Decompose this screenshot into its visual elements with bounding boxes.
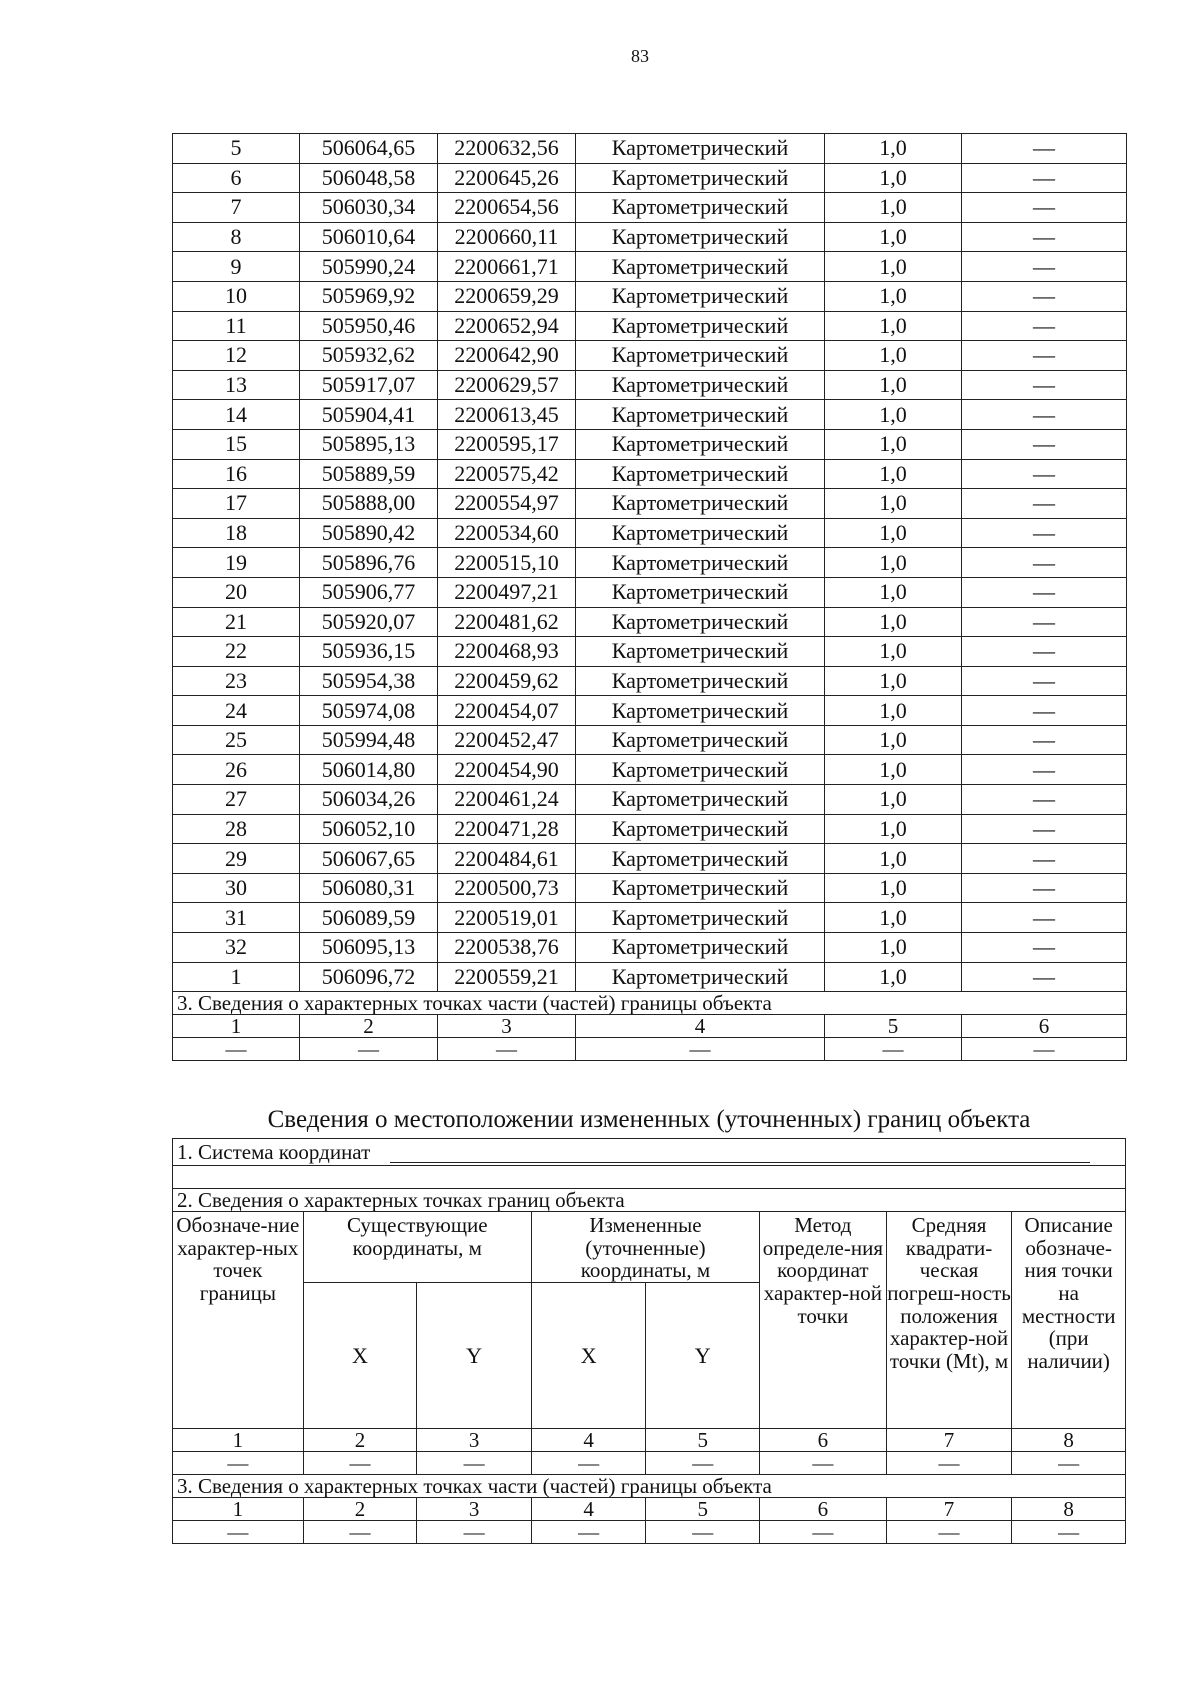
col-number: 6 [760,1498,887,1521]
point-description: — [962,459,1127,489]
coord-y: 2200484,61 [438,844,576,874]
method: Картометрический [576,370,825,400]
method: Картометрический [576,873,825,903]
method: Картометрический [576,459,825,489]
point-number: 8 [173,222,300,252]
coord-x: 505888,00 [300,489,438,519]
table-row [173,962,1127,992]
point-number: 9 [173,252,300,282]
coord-x: 505917,07 [300,370,438,400]
coord-x: 506067,65 [300,844,438,874]
point-description: — [962,607,1127,637]
coord-x: 505889,59 [300,459,438,489]
col-number: 7 [886,1429,1012,1452]
method: Картометрический [576,518,825,548]
coord-y: 2200500,73 [438,873,576,903]
point-number: 24 [173,696,300,726]
dash-cell: — [1012,1452,1126,1475]
table-row [173,844,1127,874]
coord-x: 506080,31 [300,873,438,903]
point-description: — [962,429,1127,459]
point-number: 10 [173,281,300,311]
mean-square-error: 1,0 [825,666,962,696]
coord-x: 505906,77 [300,577,438,607]
point-description: — [962,222,1127,252]
mean-square-error: 1,0 [825,163,962,193]
mean-square-error: 1,0 [825,518,962,548]
coord-x: 505994,48 [300,725,438,755]
point-description: — [962,666,1127,696]
method: Картометрический [576,281,825,311]
coord-y: 2200661,71 [438,252,576,282]
table-row [173,370,1127,400]
dash-cell: — [531,1452,646,1475]
table-row [173,518,1127,548]
section3-title: 3. Сведения о характерных точках части (частей) границы объекта [173,992,1127,1015]
coordinate-system-label: 1. Система координат [177,1139,371,1164]
header-existing-x: X [303,1283,417,1429]
table-row [173,725,1127,755]
table-row [173,429,1127,459]
point-number: 7 [173,193,300,223]
coord-y: 2200454,90 [438,755,576,785]
header-designation: Обозначе-ние характер-ных точек границы [173,1212,304,1429]
mean-square-error: 1,0 [825,785,962,815]
header-point-description: Описание обозначе-ния точки на местности (при наличии) [1012,1212,1126,1429]
mean-square-error: 1,0 [825,933,962,963]
mean-square-error: 1,0 [825,696,962,726]
dash-cell: — [417,1452,532,1475]
coord-x: 506096,72 [300,962,438,992]
method: Картометрический [576,548,825,578]
coord-x: 506052,10 [300,814,438,844]
col-number: 6 [760,1429,887,1452]
method: Картометрический [576,785,825,815]
point-number: 5 [173,134,300,164]
dash-cell: — [438,1038,576,1061]
column-number-row [173,1015,1127,1038]
mean-square-error: 1,0 [825,459,962,489]
mean-square-error: 1,0 [825,341,962,371]
table-row [173,459,1127,489]
col-number: 3 [417,1429,532,1452]
method: Картометрический [576,163,825,193]
coord-x: 506014,80 [300,755,438,785]
coord-y: 2200652,94 [438,311,576,341]
point-number: 32 [173,933,300,963]
point-number: 13 [173,370,300,400]
point-number: 23 [173,666,300,696]
coord-x: 505904,41 [300,400,438,430]
table-row [173,814,1127,844]
method: Картометрический [576,933,825,963]
dash-cell: — [531,1521,646,1544]
point-description: — [962,933,1127,963]
point-number: 29 [173,844,300,874]
column-number-row [173,1429,1126,1452]
coord-x: 505974,08 [300,696,438,726]
col-number: 1 [173,1015,300,1038]
coord-x: 505969,92 [300,281,438,311]
coord-y: 2200645,26 [438,163,576,193]
col-number: 4 [531,1498,646,1521]
table-row [173,311,1127,341]
coord-y: 2200471,28 [438,814,576,844]
section2-title: 2. Сведения о характерных точках границ объекта [173,1189,1126,1212]
changed-boundaries-table [172,1138,1126,1544]
method: Картометрический [576,489,825,519]
header-changed-y: Y [646,1283,760,1429]
point-number: 21 [173,607,300,637]
table-row [173,489,1127,519]
column-number-row [173,1498,1126,1521]
coord-y: 2200468,93 [438,637,576,667]
coord-x: 506030,34 [300,193,438,223]
coord-y: 2200461,24 [438,785,576,815]
col-number: 7 [886,1498,1012,1521]
coord-y: 2200654,56 [438,193,576,223]
coordinate-system-fill-line [390,1144,1090,1163]
col-number: 1 [173,1429,304,1452]
col-number: 5 [825,1015,962,1038]
coord-y: 2200554,97 [438,489,576,519]
coordinate-system-cell [173,1139,1126,1166]
point-description: — [962,252,1127,282]
col-number: 4 [576,1015,825,1038]
coord-y: 2200659,29 [438,281,576,311]
coord-x: 505920,07 [300,607,438,637]
table-row [173,696,1127,726]
method: Картометрический [576,844,825,874]
method: Картометрический [576,341,825,371]
point-description: — [962,637,1127,667]
col-number: 4 [531,1429,646,1452]
table-row [173,222,1127,252]
method: Картометрический [576,962,825,992]
coord-x: 506010,64 [300,222,438,252]
coord-y: 2200452,47 [438,725,576,755]
coord-y: 2200481,62 [438,607,576,637]
empty-dash-row [173,1038,1127,1061]
point-number: 30 [173,873,300,903]
dash-cell: — [760,1452,887,1475]
point-description: — [962,400,1127,430]
mean-square-error: 1,0 [825,400,962,430]
dash-cell: — [886,1452,1012,1475]
coord-y: 2200497,21 [438,577,576,607]
point-description: — [962,785,1127,815]
coord-y: 2200613,45 [438,400,576,430]
header-existing-y: Y [417,1283,532,1429]
coord-y: 2200559,21 [438,962,576,992]
coord-y: 2200660,11 [438,222,576,252]
point-description: — [962,577,1127,607]
point-number: 12 [173,341,300,371]
table-row [173,873,1127,903]
col-number: 3 [417,1498,532,1521]
coord-y: 2200538,76 [438,933,576,963]
section3-title: 3. Сведения о характерных точках части (частей) границы объекта [173,1475,1126,1498]
table-row [173,785,1127,815]
header-mean-square-error: Средняя квадрати-ческая погреш-ность положения характер-ной точки (Mt), м [886,1212,1012,1429]
dash-cell: — [646,1452,760,1475]
table-row [173,755,1127,785]
point-description: — [962,193,1127,223]
empty-row [173,1166,1126,1189]
dash-cell: — [886,1521,1012,1544]
point-description: — [962,489,1127,519]
method: Картометрический [576,577,825,607]
coord-y: 2200632,56 [438,134,576,164]
method: Картометрический [576,193,825,223]
point-description: — [962,163,1127,193]
mean-square-error: 1,0 [825,962,962,992]
point-number: 25 [173,725,300,755]
col-number: 2 [303,1429,417,1452]
method: Картометрический [576,755,825,785]
mean-square-error: 1,0 [825,370,962,400]
mean-square-error: 1,0 [825,873,962,903]
point-number: 1 [173,962,300,992]
table-row [173,637,1127,667]
col-number: 6 [962,1015,1127,1038]
dash-cell: — [303,1452,417,1475]
dash-cell: — [646,1521,760,1544]
coord-x: 506034,26 [300,785,438,815]
coord-x: 505932,62 [300,341,438,371]
point-description: — [962,311,1127,341]
table-row [173,577,1127,607]
header-changed-coordinates: Измененные (уточненные) координаты, м [531,1212,759,1283]
table-row [173,281,1127,311]
method: Картометрический [576,607,825,637]
col-number: 1 [173,1498,304,1521]
coord-y: 2200642,90 [438,341,576,371]
coord-x: 505936,15 [300,637,438,667]
method: Картометрический [576,696,825,726]
point-number: 16 [173,459,300,489]
point-number: 27 [173,785,300,815]
point-number: 22 [173,637,300,667]
mean-square-error: 1,0 [825,548,962,578]
point-description: — [962,341,1127,371]
mean-square-error: 1,0 [825,755,962,785]
point-number: 6 [173,163,300,193]
coord-y: 2200534,60 [438,518,576,548]
empty-dash-row [173,1521,1126,1544]
point-number: 19 [173,548,300,578]
mean-square-error: 1,0 [825,252,962,282]
mean-square-error: 1,0 [825,725,962,755]
point-description: — [962,962,1127,992]
point-description: — [962,873,1127,903]
dash-cell: — [576,1038,825,1061]
point-number: 11 [173,311,300,341]
col-number: 3 [438,1015,576,1038]
dash-cell: — [173,1521,304,1544]
coord-x: 506095,13 [300,933,438,963]
point-number: 26 [173,755,300,785]
header-changed-x: X [531,1283,646,1429]
changed-boundaries-heading: Сведения о местоположении измененных (уточненных) границ объекта [267,1106,1031,1133]
dash-cell: — [173,1038,300,1061]
method: Картометрический [576,903,825,933]
table-row [173,903,1127,933]
point-number: 28 [173,814,300,844]
mean-square-error: 1,0 [825,489,962,519]
coord-x: 506048,58 [300,163,438,193]
point-description: — [962,281,1127,311]
method: Картометрический [576,814,825,844]
coord-x: 505950,46 [300,311,438,341]
point-number: 14 [173,400,300,430]
method: Картометрический [576,637,825,667]
dash-cell: — [417,1521,532,1544]
boundary-points-table [172,133,1127,1061]
mean-square-error: 1,0 [825,903,962,933]
table-row [173,252,1127,282]
point-number: 20 [173,577,300,607]
method: Картометрический [576,725,825,755]
table-row [173,666,1127,696]
point-description: — [962,814,1127,844]
coord-y: 2200629,57 [438,370,576,400]
table-row [173,400,1127,430]
point-number: 15 [173,429,300,459]
point-number: 17 [173,489,300,519]
mean-square-error: 1,0 [825,814,962,844]
point-description: — [962,370,1127,400]
point-description: — [962,518,1127,548]
coord-y: 2200575,42 [438,459,576,489]
mean-square-error: 1,0 [825,193,962,223]
method: Картометрический [576,134,825,164]
point-description: — [962,134,1127,164]
header-method: Метод определе-ния координат характер-ной точки [760,1212,887,1429]
mean-square-error: 1,0 [825,281,962,311]
point-number: 31 [173,903,300,933]
page-number: 83 [631,46,649,66]
table-row [173,548,1127,578]
col-number: 2 [300,1015,438,1038]
header-existing-coordinates: Существующие координаты, м [303,1212,531,1283]
dash-cell: — [303,1521,417,1544]
col-number: 5 [646,1429,760,1452]
coord-x: 505890,42 [300,518,438,548]
point-description: — [962,903,1127,933]
coord-y: 2200595,17 [438,429,576,459]
mean-square-error: 1,0 [825,607,962,637]
coord-x: 506064,65 [300,134,438,164]
method: Картометрический [576,222,825,252]
dash-cell: — [760,1521,887,1544]
method: Картометрический [576,666,825,696]
mean-square-error: 1,0 [825,429,962,459]
coord-x: 505990,24 [300,252,438,282]
point-description: — [962,725,1127,755]
point-description: — [962,548,1127,578]
table-row [173,134,1127,164]
col-number: 8 [1012,1498,1126,1521]
mean-square-error: 1,0 [825,222,962,252]
mean-square-error: 1,0 [825,577,962,607]
coord-x: 506089,59 [300,903,438,933]
point-description: — [962,696,1127,726]
point-description: — [962,755,1127,785]
coord-y: 2200454,07 [438,696,576,726]
method: Картометрический [576,252,825,282]
coord-x: 505895,13 [300,429,438,459]
method: Картометрический [576,311,825,341]
col-number: 2 [303,1498,417,1521]
method: Картометрический [576,400,825,430]
coord-y: 2200519,01 [438,903,576,933]
dash-cell: — [825,1038,962,1061]
point-description: — [962,844,1127,874]
table-row [173,341,1127,371]
coord-y: 2200515,10 [438,548,576,578]
table-row [173,163,1127,193]
coord-x: 505954,38 [300,666,438,696]
coord-x: 505896,76 [300,548,438,578]
mean-square-error: 1,0 [825,134,962,164]
coord-y: 2200459,62 [438,666,576,696]
mean-square-error: 1,0 [825,311,962,341]
empty-dash-row [173,1452,1126,1475]
dash-cell: — [173,1452,304,1475]
table-row [173,193,1127,223]
table-row [173,607,1127,637]
dash-cell: — [300,1038,438,1061]
table-row [173,933,1127,963]
mean-square-error: 1,0 [825,637,962,667]
dash-cell: — [1012,1521,1126,1544]
dash-cell: — [962,1038,1127,1061]
mean-square-error: 1,0 [825,844,962,874]
col-number: 5 [646,1498,760,1521]
method: Картометрический [576,429,825,459]
point-number: 18 [173,518,300,548]
col-number: 8 [1012,1429,1126,1452]
